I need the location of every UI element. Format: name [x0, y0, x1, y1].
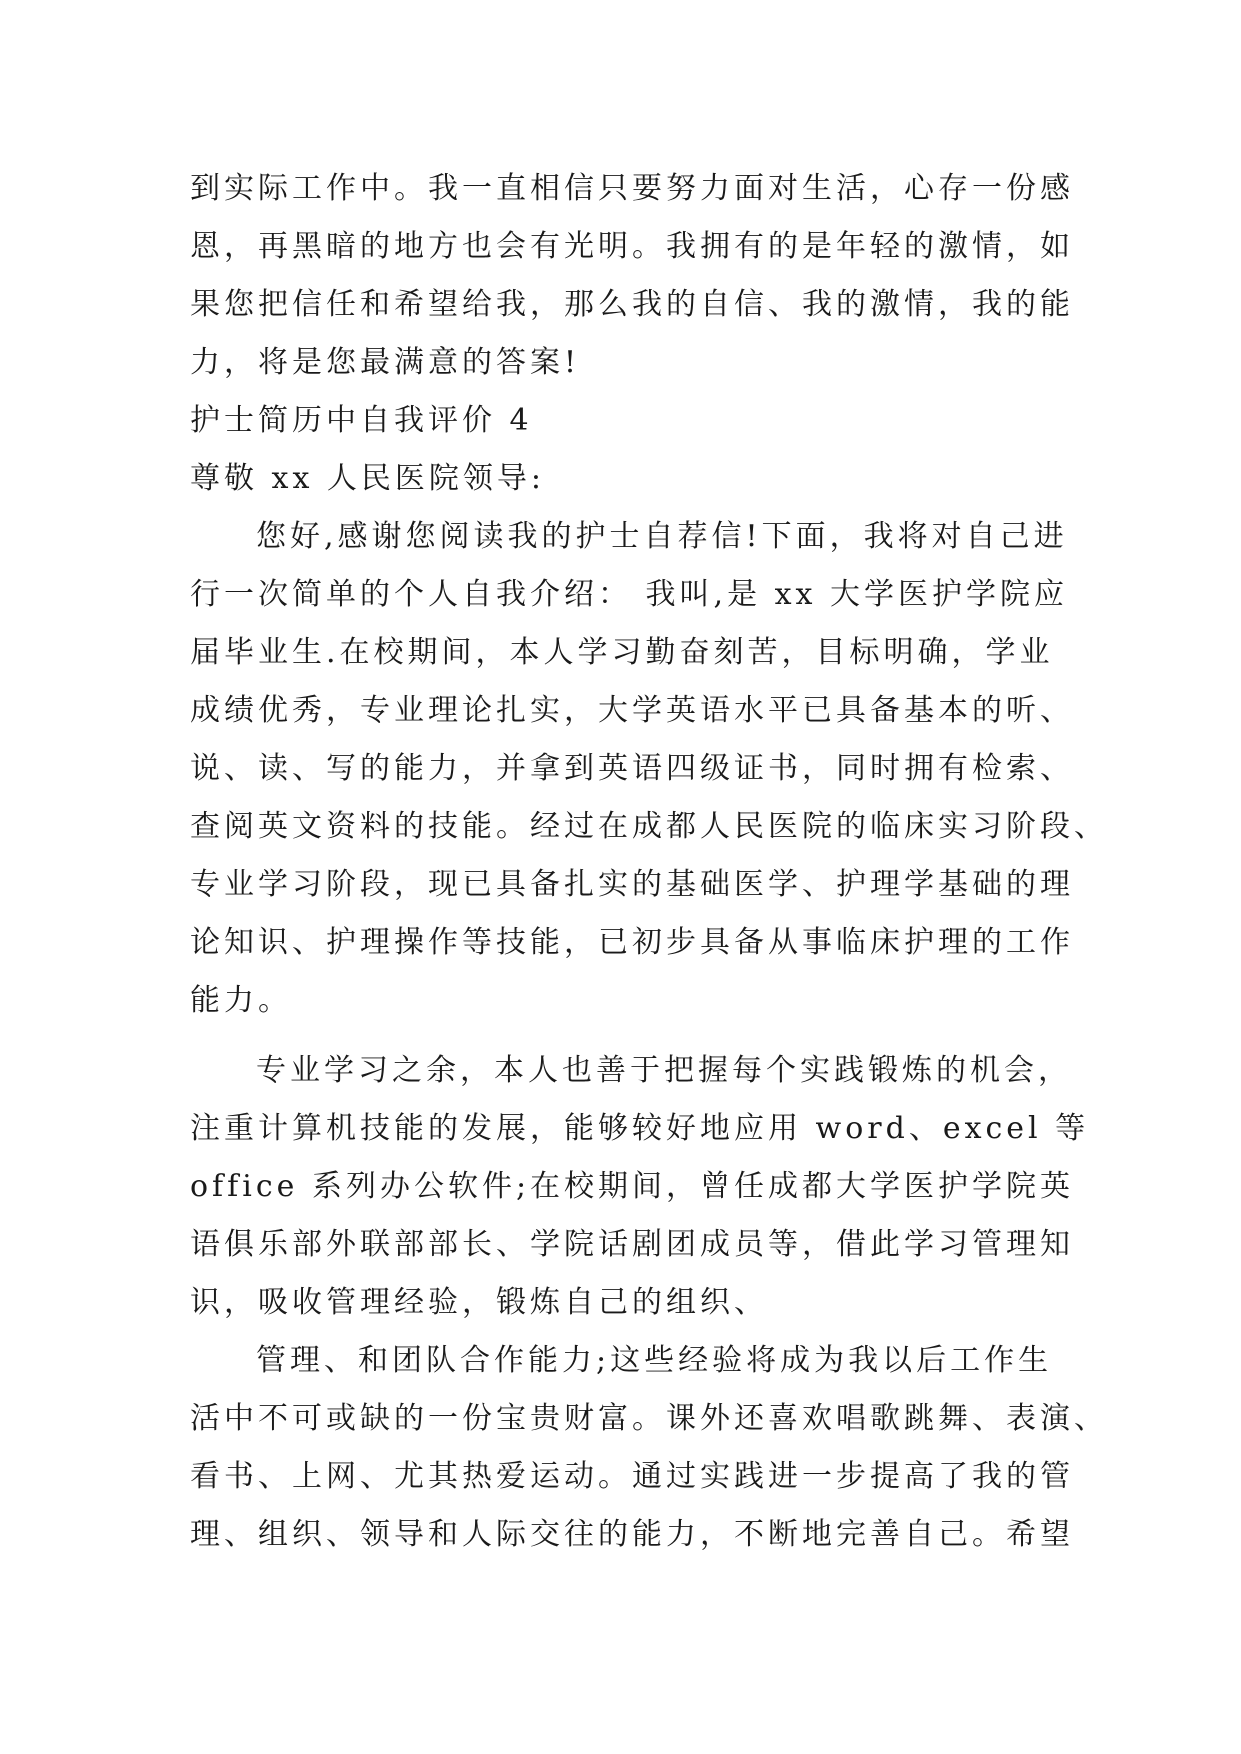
paragraph-2 — [190, 1042, 1090, 1332]
text-line: 活中不可或缺的一份宝贵财富。课外还喜欢唱歌跳舞、表演、 — [190, 1401, 1108, 1436]
text-line: 理、组织、领导和人际交往的能力，不断地完善自己。希望 — [190, 1517, 1074, 1552]
text-line: 行一次简单的个人自我介绍： 我叫,是 xx 大学医护学院应 — [190, 577, 1068, 612]
text-line: 看书、上网、尤其热爱运动。通过实践进一步提高了我的管 — [190, 1459, 1074, 1494]
text-line: 您好,感谢您阅读我的护士自荐信!下面，我将对自己进 — [256, 519, 1068, 554]
text-line: 成绩优秀，专业理论扎实，大学英语水平已具备基本的听、 — [190, 693, 1074, 728]
text-line: 恩，再黑暗的地方也会有光明。我拥有的是年轻的激情，如 — [190, 229, 1074, 264]
text-line: 识，吸收管理经验，锻炼自己的组织、 — [190, 1285, 768, 1320]
text-line: 说、读、写的能力，并拿到英语四级证书，同时拥有检索、 — [190, 751, 1074, 786]
text-line: 查阅英文资料的技能。经过在成都人民医院的临床实习阶段、 — [190, 809, 1108, 844]
paragraph-1 — [190, 508, 1108, 1030]
text-line: 管理、和团队合作能力;这些经验将成为我以后工作生 — [256, 1343, 1053, 1378]
text-line: 届毕业生.在校期间，本人学习勤奋刻苦，目标明确，学业 — [190, 635, 1054, 670]
text-line: 论知识、护理操作等技能，已初步具备从事临床护理的工作 — [190, 925, 1074, 960]
text-line: 力，将是您最满意的答案! — [190, 345, 581, 380]
salutation: 尊敬 xx 人民医院领导: — [190, 461, 546, 496]
previous-section-ending — [190, 160, 1074, 392]
text-line: 能力。 — [190, 983, 292, 1018]
section-heading: 护士简历中自我评价 4 — [190, 403, 533, 438]
text-line: office 系列办公软件;在校期间，曾任成都大学医护学院英 — [190, 1169, 1075, 1204]
text-line: 语俱乐部外联部部长、学院话剧团成员等，借此学习管理知 — [190, 1227, 1074, 1262]
text-line: 专业学习之余，本人也善于把握每个实践锻炼的机会， — [256, 1053, 1072, 1088]
text-line: 到实际工作中。我一直相信只要努力面对生活，心存一份感 — [190, 171, 1074, 206]
text-line: 专业学习阶段，现已具备扎实的基础医学、护理学基础的理 — [190, 867, 1074, 902]
document-body — [190, 160, 1108, 1564]
text-line: 注重计算机技能的发展，能够较好地应用 word、excel 等 — [190, 1111, 1090, 1146]
text-line: 果您把信任和希望给我，那么我的自信、我的激情，我的能 — [190, 287, 1074, 322]
paragraph-3 — [190, 1332, 1108, 1564]
